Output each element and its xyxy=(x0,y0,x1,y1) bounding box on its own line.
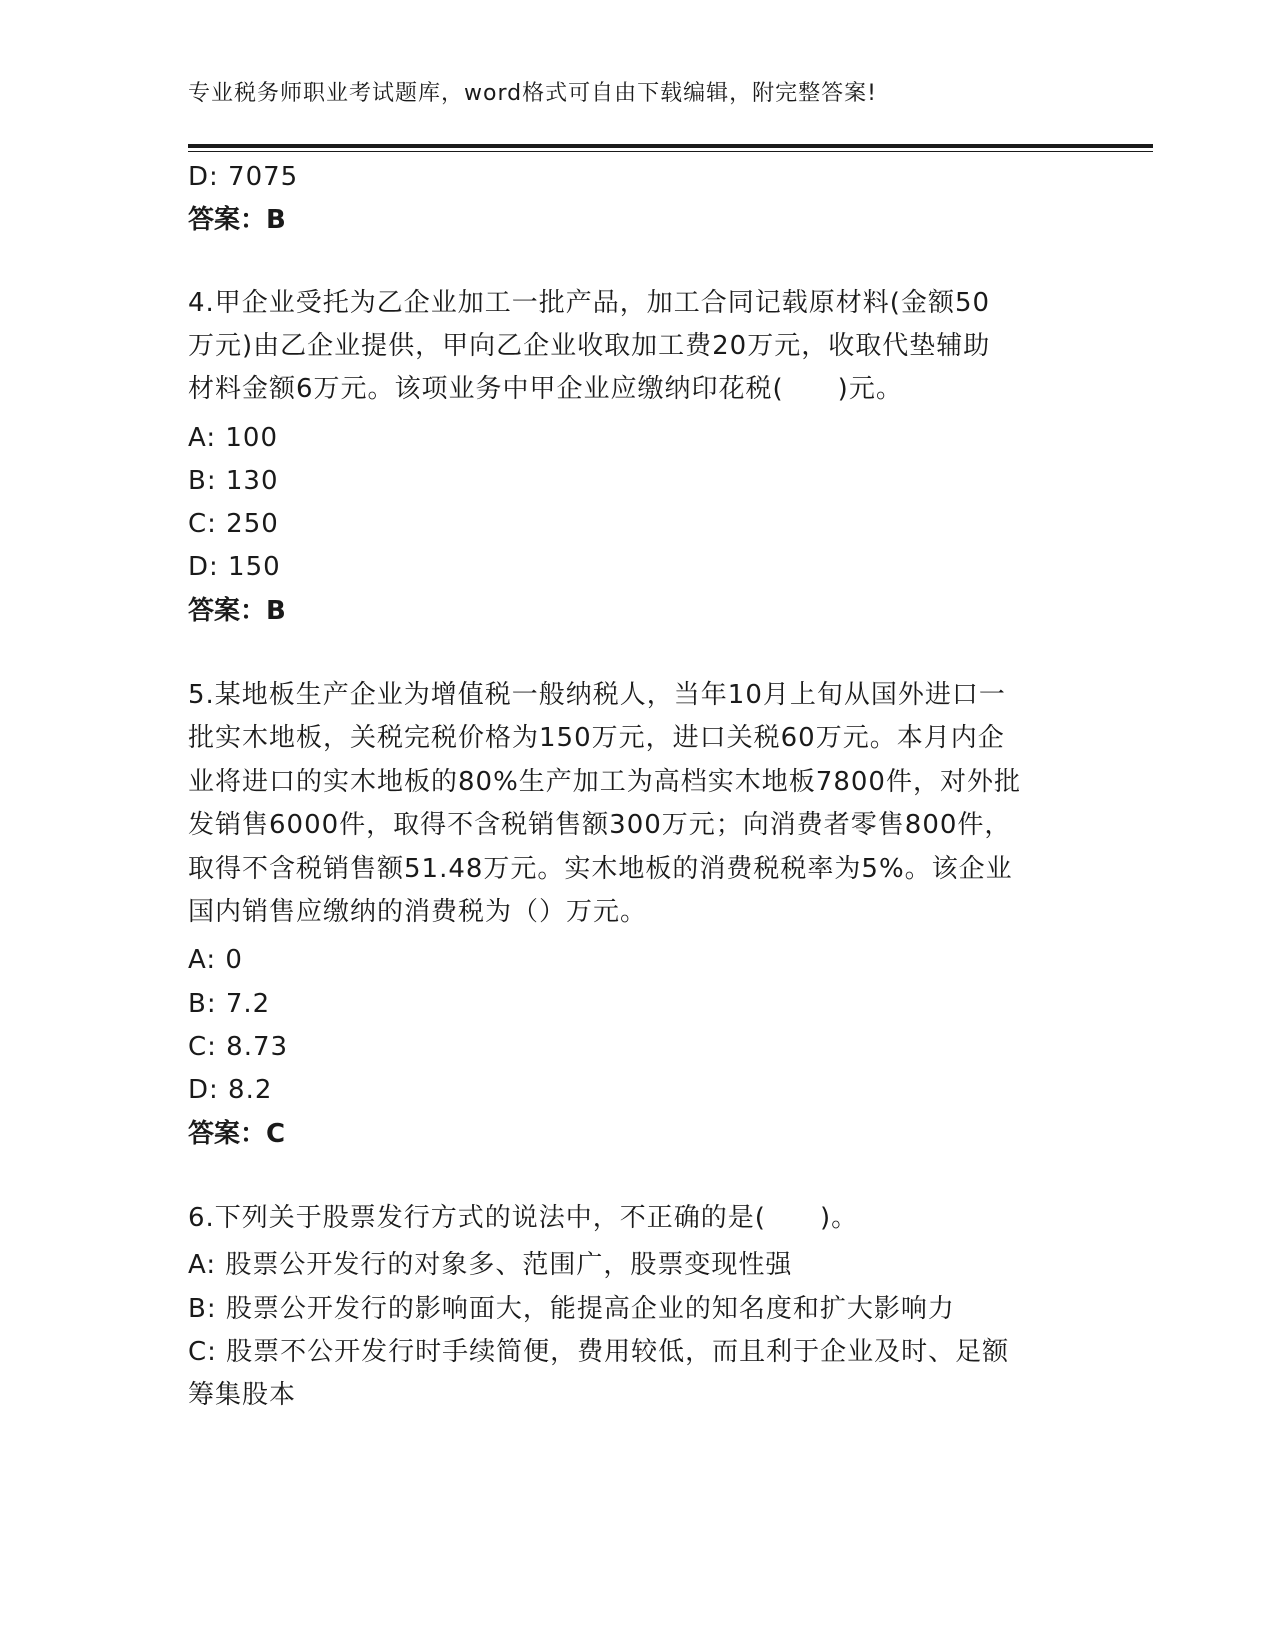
q5-stem-line-2: 批实木地板，关税完税价格为150万元，进口关税60万元。本月内企 xyxy=(188,723,1005,753)
q6-option-c-continued: 筹集股本 xyxy=(188,1380,297,1410)
q3-option-d: D: 7075 xyxy=(188,162,299,192)
q4-option-a: A: 100 xyxy=(188,423,278,453)
q3-answer: 答案：B xyxy=(188,205,286,235)
q5-option-c: C: 8.73 xyxy=(188,1032,289,1062)
q5-option-a: A: 0 xyxy=(188,945,243,975)
q4-option-d: D: 150 xyxy=(188,552,281,582)
q5-option-d: D: 8.2 xyxy=(188,1075,273,1105)
q4-option-c: C: 250 xyxy=(188,509,279,539)
q5-stem-line-1: 5.某地板生产企业为增值税一般纳税人，当年10月上旬从国外进口一 xyxy=(188,680,1006,710)
header-divider-thick xyxy=(188,144,1153,148)
q4-answer: 答案：B xyxy=(188,596,286,626)
q5-stem-line-3: 业将进口的实木地板的80%生产加工为高档实木地板7800件，对外批 xyxy=(188,767,1021,797)
q5-answer: 答案：C xyxy=(188,1119,286,1149)
q5-stem-line-6: 国内销售应缴纳的消费税为（）万元。 xyxy=(188,897,648,927)
q6-option-b: B: 股票公开发行的影响面大，能提高企业的知名度和扩大影响力 xyxy=(188,1294,955,1324)
q5-stem-line-4: 发销售6000件，取得不含税销售额300万元；向消费者零售800件， xyxy=(188,810,1012,840)
q4-stem-line-1: 4.甲企业受托为乙企业加工一批产品，加工合同记载原材料(金额50 xyxy=(188,288,991,318)
q6-stem-line-1: 6.下列关于股票发行方式的说法中，不正确的是( )。 xyxy=(188,1203,859,1233)
page-header: 专业税务师职业考试题库，word格式可自由下载编辑，附完整答案! xyxy=(188,81,877,106)
q5-option-b: B: 7.2 xyxy=(188,989,271,1019)
q4-option-b: B: 130 xyxy=(188,466,279,496)
q6-option-c: C: 股票不公开发行时手续简便，费用较低，而且利于企业及时、足额 xyxy=(188,1337,1010,1367)
q4-stem-line-3: 材料金额6万元。该项业务中甲企业应缴纳印花税( )元。 xyxy=(188,374,903,404)
q5-stem-line-5: 取得不含税销售额51.48万元。实木地板的消费税税率为5%。该企业 xyxy=(188,854,1013,884)
q4-stem-line-2: 万元)由乙企业提供，甲向乙企业收取加工费20万元，收取代垫辅助 xyxy=(188,331,991,361)
q6-option-a: A: 股票公开发行的对象多、范围广，股票变现性强 xyxy=(188,1250,793,1280)
header-divider-thin xyxy=(188,151,1153,152)
